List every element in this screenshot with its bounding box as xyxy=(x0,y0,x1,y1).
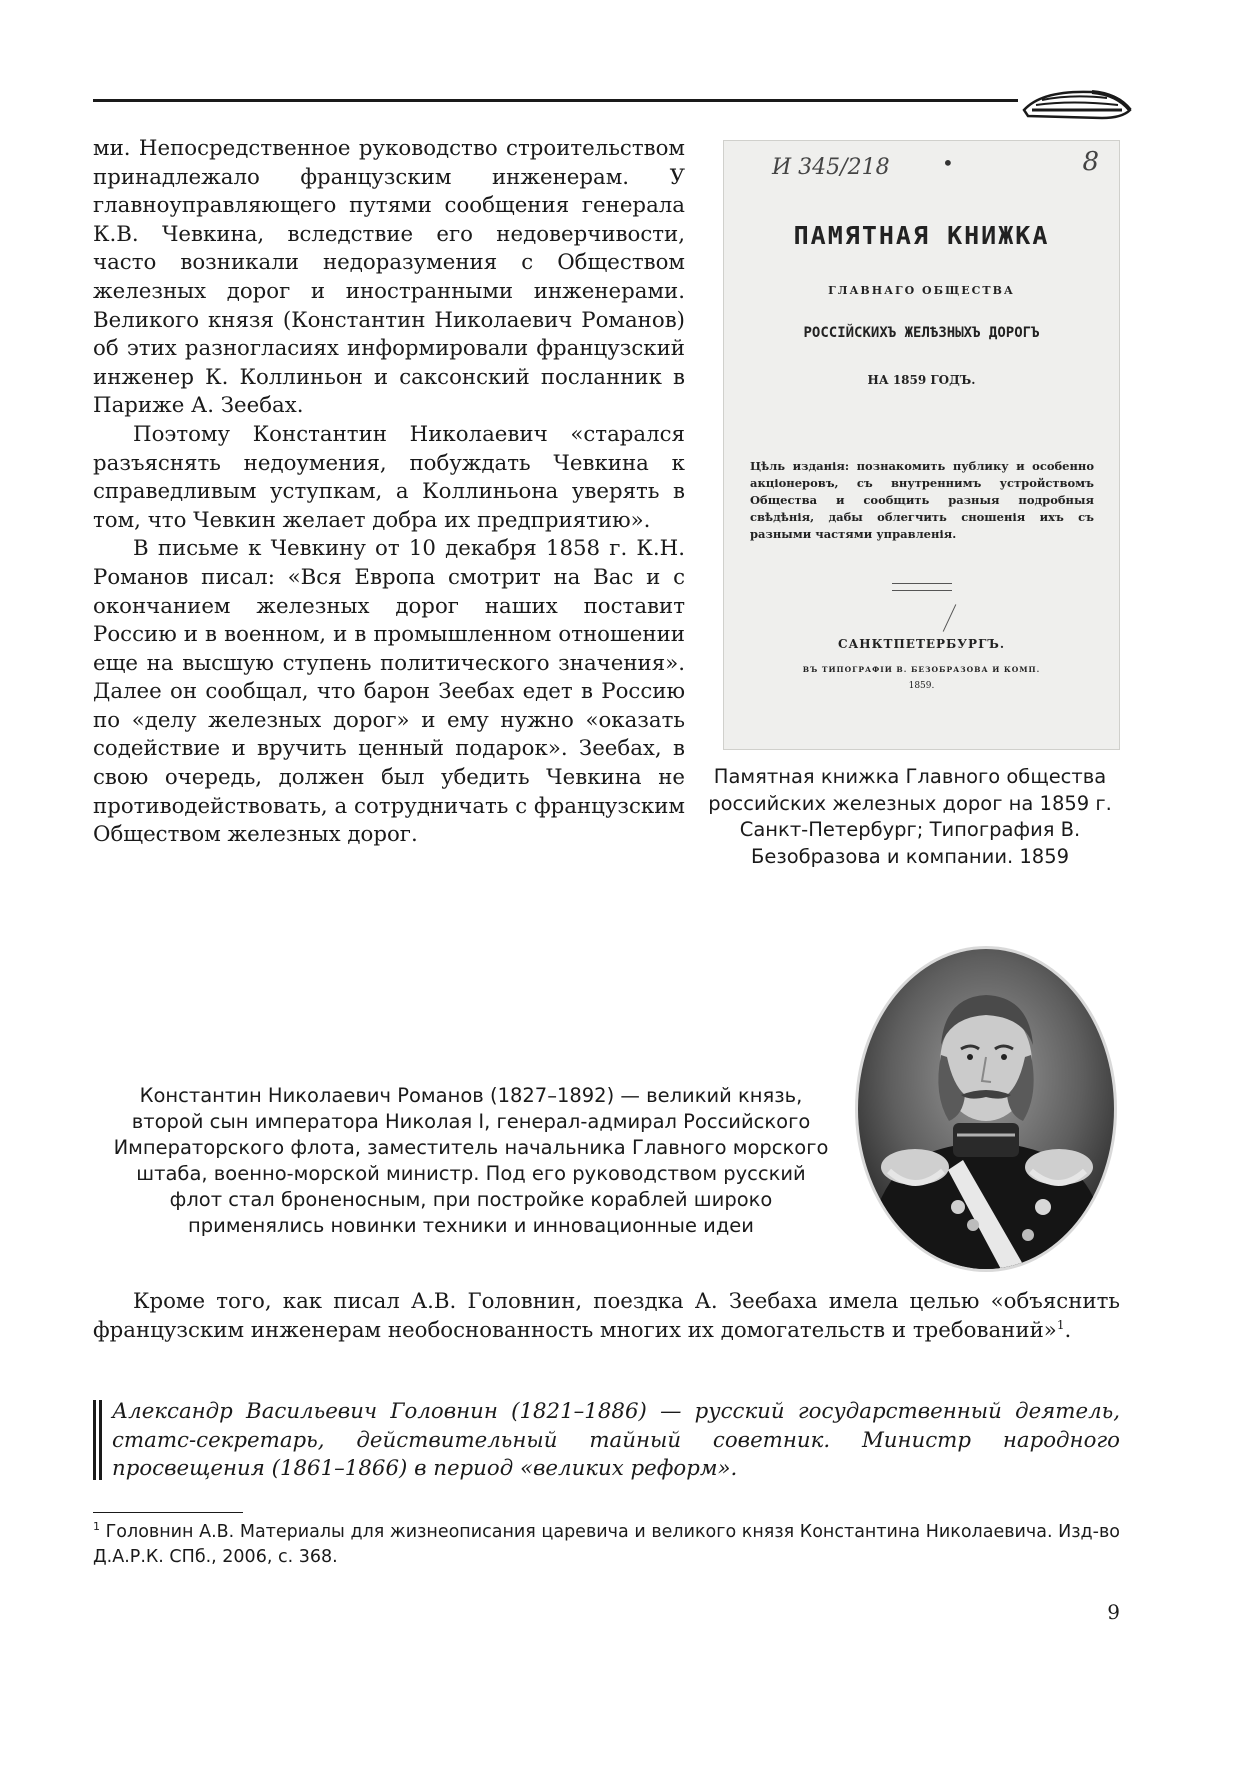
cover-caption: Памятная книжка Главного общества российских железных дорог на 1859 г. Санкт-Петербург; Типография В. Безобразова и компании. 1859 xyxy=(708,765,1112,868)
footnote xyxy=(93,1520,1120,1570)
book-cover-image xyxy=(723,140,1120,750)
cover-print-year: 1859. xyxy=(908,681,935,691)
cover-subtitle-2: РОССІЙСКИХЪ ЖЕЛѢЗНЫХЪ ДОРОГЪ xyxy=(803,325,1040,341)
cover-printer: ВЪ ТИПОГРАФІИ В. БЕЗОБРАЗОВА И КОМП. xyxy=(802,665,1041,674)
header-rule xyxy=(93,99,1018,102)
portrait-image xyxy=(853,945,1120,1273)
biography-note: Александр Васильевич Головнин (1821–1886) — русский государственный деятель, статс-секретарь, действительный тайный советник. Министр народного просвещения (1861–1866) в период «великих реформ». xyxy=(112,1399,1120,1482)
footnote-reference: 1 xyxy=(1056,1317,1065,1332)
main-paragraph: В письме к Чевкину от 10 декабря 1858 г. К.Н. Романов писал: «Вся Европа смотрит на Вас и с окончанием железных дорог наших поставит Россию и в военном, и в промышленном отношении еще на высшую ступень политического значения». Далее он сообщал, что барон Зеебах едет в Россию по «делу железных дорог» и ему нужно «оказать содействие и вручить ценный подарок». Зеебах, в свою очередь, должен был убедить Чевкина не противодействовать, а сотрудничать с французским Обществом железных дорог. xyxy=(93,536,685,848)
portrait-caption: Константин Николаевич Романов (1827–1892) — великий князь, второй сын императора Николая I, генерал-адмирал Российского Императорского флота, заместитель начальника Главного морского штаба, военно-морской министр. Под его руководством русский флот стал броненосным, при постройке кораблей широко применялись новинки техники и инновационные идеи xyxy=(113,1084,829,1237)
cover-title: ПАМЯТНАЯ КНИЖКА xyxy=(793,221,1050,250)
cover-purpose: Цѣль изданія: познакомить публику и особенно акціонеровъ, съ внутреннимъ устройствомъ Общества и сообщить разныя подробныя свѣдѣнія, дабы облегчить сношенія ихъ съ разными частями управленія. xyxy=(750,459,1094,541)
footnote-mark: 1 xyxy=(93,1520,100,1534)
wide-paragraph-text: Кроме того, как писал А.В. Головнин, поездка А. Зеебаха имела целью «объяснить французским инженерам необоснованность многих их домогательств и требований» xyxy=(93,1289,1120,1343)
cover-ornament xyxy=(892,583,952,591)
footnote-rule xyxy=(93,1512,243,1513)
cover-pen-stroke xyxy=(943,604,957,632)
main-paragraph: Поэтому Константин Николаевич «старался разъяснять недоумения, побуждать Чевкина к справедливым уступкам, а Коллиньона уверять в том, что Чевкин желает добра их предприятию». xyxy=(93,421,685,533)
quote-bar xyxy=(99,1400,102,1480)
cover-dot: • xyxy=(942,151,954,175)
footnote-text: Головнин А.В. Материалы для жизнеописания царевича и великого князя Константина Николаевича. Изд-во Д.А.Р.К. СПб., 2006, с. 368. xyxy=(93,1522,1120,1567)
cover-corner-mark: 8 xyxy=(1082,147,1099,177)
main-paragraph: ми. Непосредственное руководство строительством принадлежало французским инженерам. У главноуправляющего путями сообщения генерала К.В. Чевкина, вследствие его недоверчивости, часто возникали недоразумения с Обществом железных дорог и иностранными инженерами. Великого князя (Константин Николаевич Романов) об этих разногласиях информировали французский инженер К. Коллиньон и саксонский посланник в Париже А. Зеебах. xyxy=(93,136,685,419)
page-number: 9 xyxy=(1107,1600,1120,1624)
main-column xyxy=(93,135,685,850)
quote-bar xyxy=(93,1400,96,1480)
cover-subtitle-1: ГЛАВНАГО ОБЩЕСТВА xyxy=(828,284,1015,297)
wide-paragraph xyxy=(93,1288,1120,1345)
cover-year-line: НА 1859 ГОДЪ. xyxy=(867,373,976,387)
wide-paragraph-tail: . xyxy=(1064,1317,1072,1343)
cover-city: САНКТПЕТЕРБУРГЪ. xyxy=(837,637,1006,651)
train-logo xyxy=(1022,80,1132,122)
cover-call-number: И 345/218 xyxy=(772,155,890,180)
